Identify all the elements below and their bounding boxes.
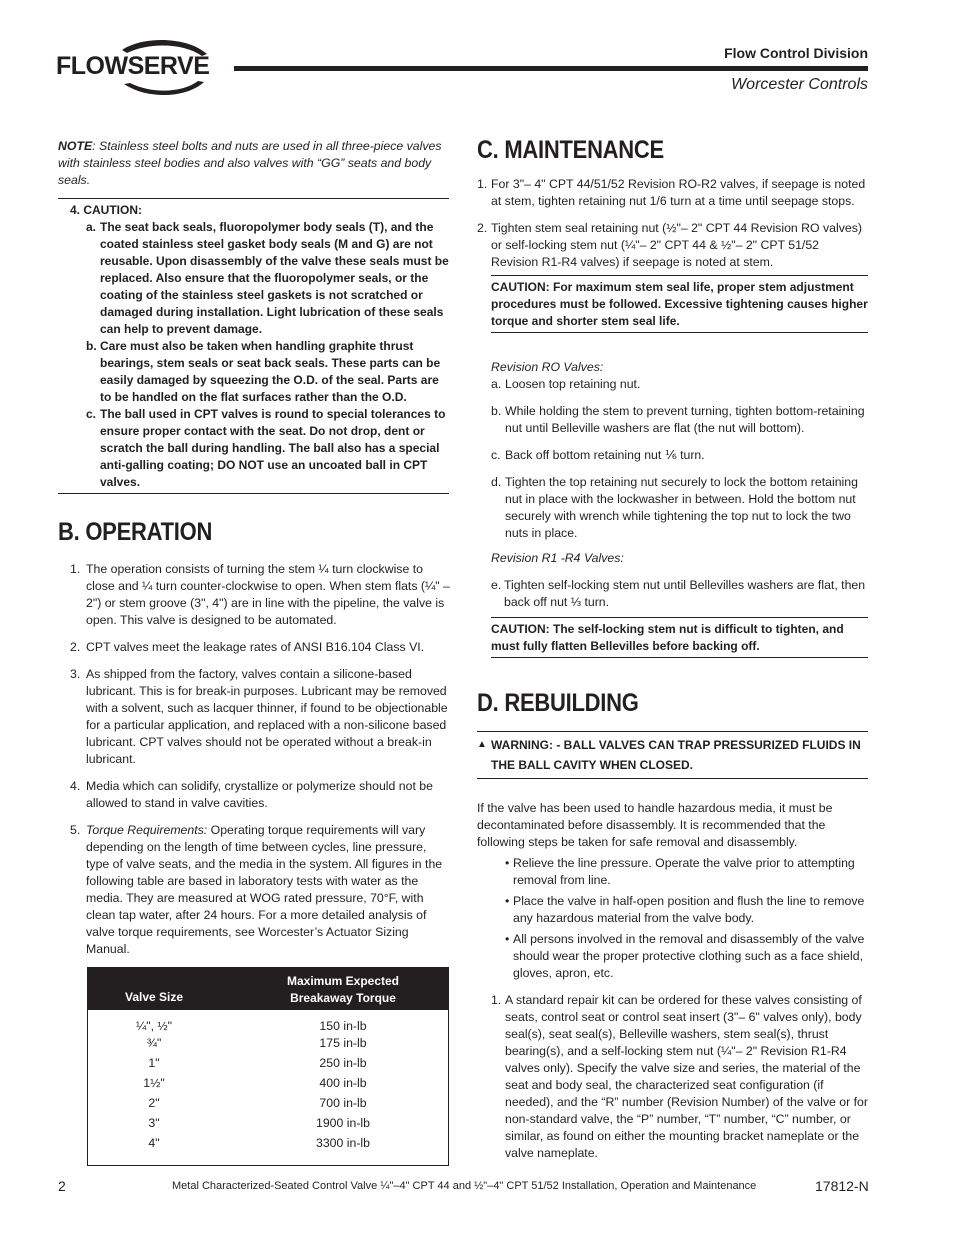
torque-requirements-label: Torque Requirements: (86, 823, 208, 837)
caution-4-title: 4. CAUTION: (70, 203, 142, 217)
rebuild-bullet (477, 855, 868, 889)
rebuilding-block (477, 731, 868, 1162)
table-cell-torque: 700 in-lb (319, 1096, 367, 1110)
section-d-heading: D. REBUILDING (477, 689, 639, 717)
revision-ro-step-number: a. (491, 377, 502, 391)
footer-title: Metal Characterized-Seated Control Valve ¼"–4" CPT 44 and ½"–4" CPT 51/52 Installation, Operation and Maintenance (172, 1180, 757, 1192)
operation-item-number: 3. (70, 667, 81, 681)
caution-4-item (58, 406, 449, 491)
caution-4-item-text: The seat back seals, fluoropolymer body seals (T), and the coated stainless steel gasket body seals (M and G) are not reusable. Upon disassembly of the valve these seals must be replaced. Also ensure that the fluoropolymer seals, or the coating of the stainless steel gaskets is not scratched or damaged during installation. Light lubrication of these seals can help to prevent damage. (100, 220, 449, 336)
caution-4-item-text: Care must also be taken when handling graphite thrust bearings, stem seals or seat back seals. These parts can be easily damaged by squeezing the O.D. of the seal. Parts are to be handled on the flat surfaces rather than the O.D. (100, 339, 441, 404)
operation-item-number: 4. (70, 779, 81, 793)
rebuild-item-1: 1. A standard repair kit can be ordered for these valves consisting of seats, control seat or control seat insert (3"– 6" valves only), body seal(s), seat seal(s), Belleville washers, stem seal(s), thrust bearing(s), and a self-locking stem nut (¼"– 2" Revision R1-R4 valves only). Specify the valve size and series, the material of the seat and body seal, the characterized seat configuration (if needed), and the “R” number (Revision Number) of the valve or for non-standard valve, the “P” number, “T” number, “C” number, or similar, as found on either the mounting bracket nameplate or the valve nameplate. (491, 993, 868, 1160)
table-cell-torque: 250 in-lb (319, 1056, 367, 1070)
revision-ro-step (477, 403, 868, 437)
section-c-heading: C. MAINTENANCE (477, 136, 664, 164)
revision-ro-step-number: c. (491, 448, 501, 462)
note-block (58, 138, 450, 197)
operation-item-text: As shipped from the factory, valves contain a silicone-based lubricant. This is for break-in purposes. Lubricant may be removed with a solvent, such as lacquer thinner, if found to be objectionable for a particular application, and replaced with a non-silicone based lubricant. CPT valves should not be operated without a break-in lubricant. (86, 667, 448, 766)
caution-4-item (58, 338, 449, 406)
division-title: Flow Control Division (724, 45, 868, 61)
table-cell-torque: 1900 in-lb (315, 1116, 370, 1130)
caution-self-locking: CAUTION: The self-locking stem nut is difficult to tighten, and must fully flatten Bellevilles before backing off. (491, 617, 868, 658)
operation-item (58, 561, 450, 629)
maintenance-item-2: 2. Tighten stem seal retaining nut (½"– 2" CPT 44 Revision RO valves) or self-locking stem nut (¼"– 2" CPT 44 & ½"– 2" CPT 51/52 Revision R1-R4 valves) if seepage is noted at stem. (477, 221, 862, 269)
brand-subtitle: Worcester Controls (731, 76, 868, 93)
rebuild-bullet-text: Place the valve in half-open position and flush the line to remove any hazardous material from the valve body. (513, 894, 865, 925)
rebuild-bullet (477, 931, 868, 982)
col-header-torque-line2: Breakaway Torque (290, 991, 396, 1005)
operation-item-text: Media which can solidify, crystallize or polymerize should not be allowed to stand in valve cavities. (86, 779, 433, 810)
operation-item-text: CPT valves meet the leakage rates of ANSI B16.104 Class VI. (86, 640, 425, 654)
warning-triangle-icon: ▲ (477, 739, 487, 750)
col-header-valve-size: Valve Size (125, 990, 184, 1004)
revision-r1-label: Revision R1 -R4 Valves: (491, 551, 624, 565)
maintenance-item-1: 1. For 3"– 4" CPT 44/51/52 Revision RO-R2 valves, if seepage is noted at stem, tighten retaining nut 1/6 turn at a time until seepage stops. (477, 177, 866, 208)
table-cell-size: ¾" (146, 1036, 162, 1050)
table-cell-size: 2" (148, 1096, 160, 1110)
rebuild-bullet-text: All persons involved in the removal and disassembly of the valve should wear the proper protective clothing such as a face shield, gloves, apron, etc. (513, 932, 865, 980)
rebuild-bullet-number: • (505, 856, 510, 870)
caution-4-item (58, 219, 449, 338)
revision-ro-step (477, 474, 868, 542)
caution-stem-adjustment: CAUTION: For maximum stem seal life, proper stem adjustment procedures must be followed. Excessive tightening causes higher torque and shorter stem seal life. (491, 275, 868, 333)
torque-requirements-text: Operating torque requirements will vary depending on the length of time between cycles, line pressure, type of valve seats, and the media in the system. All figures in the following table are based in laboratory tests with water as the media. They are measured at WOG rated pressure, 70°F, with clean tap water, after 24 hours. For a more detailed analysis of valve torque requirements, see Worcester’s Actuator Sizing Manual. (86, 823, 443, 956)
table-cell-torque: 3300 in-lb (315, 1136, 370, 1150)
caution-4-item-number: c. (86, 407, 97, 421)
rebuild-bullet-text: Relieve the line pressure. Operate the valve prior to attempting removal from line. (513, 856, 855, 887)
rebuild-bullet-number: • (505, 932, 510, 946)
header-rule (234, 66, 868, 71)
revision-ro-step-text: While holding the stem to prevent turning, tighten bottom-retaining nut until Belleville washers are flat (the nut will bottom). (505, 404, 865, 435)
torque-table (87, 967, 449, 1166)
table-cell-size: 1" (148, 1056, 160, 1070)
operation-item (58, 666, 450, 768)
page-number: 2 (58, 1178, 66, 1194)
table-cell-torque: 400 in-lb (319, 1076, 367, 1090)
revision-ro-step-text: Loosen top retaining nut. (505, 377, 641, 391)
caution-4-item-text: The ball used in CPT valves is round to special tolerances to ensure proper contact with the seat. Do not drop, dent or scratch the ball during handling. The ball also has a special anti-galling coating; DO NOT use an uncoated ball in CPT valves. (100, 407, 446, 489)
note-text: : Stainless steel bolts and nuts are used in all three-piece valves with stainless steel bodies and also valves with “GG” seats and body seals. (58, 139, 442, 187)
operation-item (58, 639, 450, 656)
table-cell-size: ¼", ½" (135, 1019, 173, 1033)
logo-wordmark: FLOWSERVE (56, 52, 210, 80)
col-header-torque-line1: Maximum Expected (286, 974, 400, 988)
caution-4-item-number: a. (86, 220, 97, 234)
operation-item-5-number: 5. (70, 823, 81, 837)
caution-4-list (58, 219, 449, 491)
torque-table-header (88, 968, 448, 1010)
operation-item (58, 778, 450, 812)
revision-ro-step-number: d. (491, 475, 502, 489)
col-header-torque (248, 973, 438, 1007)
table-cell-torque: 150 in-lb (319, 1019, 367, 1033)
rebuild-intro: If the valve has been used to handle hazardous media, it must be decontaminated before disassembly. It is recommended that the following steps be taken for safe removal and disassembly. (477, 801, 833, 849)
table-cell-size: 1½" (143, 1076, 165, 1090)
rebuild-bullet (477, 893, 868, 927)
rebuild-bullet-number: • (505, 894, 510, 908)
table-cell-torque: 175 in-lb (319, 1036, 367, 1050)
revision-ro-step-number: b. (491, 404, 502, 418)
caution-4-item-number: b. (86, 339, 97, 353)
warning-text: WARNING: - BALL VALVES CAN TRAP PRESSURIZED FLUIDS IN THE BALL CAVITY WHEN CLOSED. (491, 738, 861, 772)
revision-ro-step-text: Tighten the top retaining nut securely to lock the bottom retaining nut in place with the lockwasher in between. Hold the bottom nut securely with wrench while tightening the top nut to lock the two nuts in place. (505, 475, 858, 540)
operation-item-number: 1. (70, 562, 81, 576)
operation-item-text: The operation consists of turning the stem ¼ turn clockwise to close and ¼ turn counter-clockwise to open. When stem flats (¼" – 2") or stem groove (3", 4") are in line with the pipeline, the valve is open. This valve is designed to be automated. (86, 562, 450, 627)
maintenance-block (477, 176, 868, 658)
table-cell-size: 3" (148, 1116, 160, 1130)
table-cell-size: 4" (148, 1136, 160, 1150)
caution-4-block (58, 198, 449, 494)
operation-item-number: 2. (70, 640, 81, 654)
warning-block (477, 731, 868, 779)
operation-item-5 (58, 822, 450, 958)
revision-ro-step-text: Back off bottom retaining nut ⅙ turn. (505, 448, 705, 462)
revision-ro-step (477, 376, 868, 393)
revision-ro-step (477, 447, 868, 464)
step-e: e. Tighten self-locking stem nut until Bellevilles washers are flat, then back off nut ⅓ turn. (491, 578, 866, 609)
note-label: NOTE (58, 139, 93, 153)
document-number: 17812-N (815, 1178, 869, 1194)
section-b-heading: B. OPERATION (58, 518, 213, 546)
revision-ro-label: Revision RO Valves: (491, 360, 604, 374)
operation-list (58, 561, 450, 958)
